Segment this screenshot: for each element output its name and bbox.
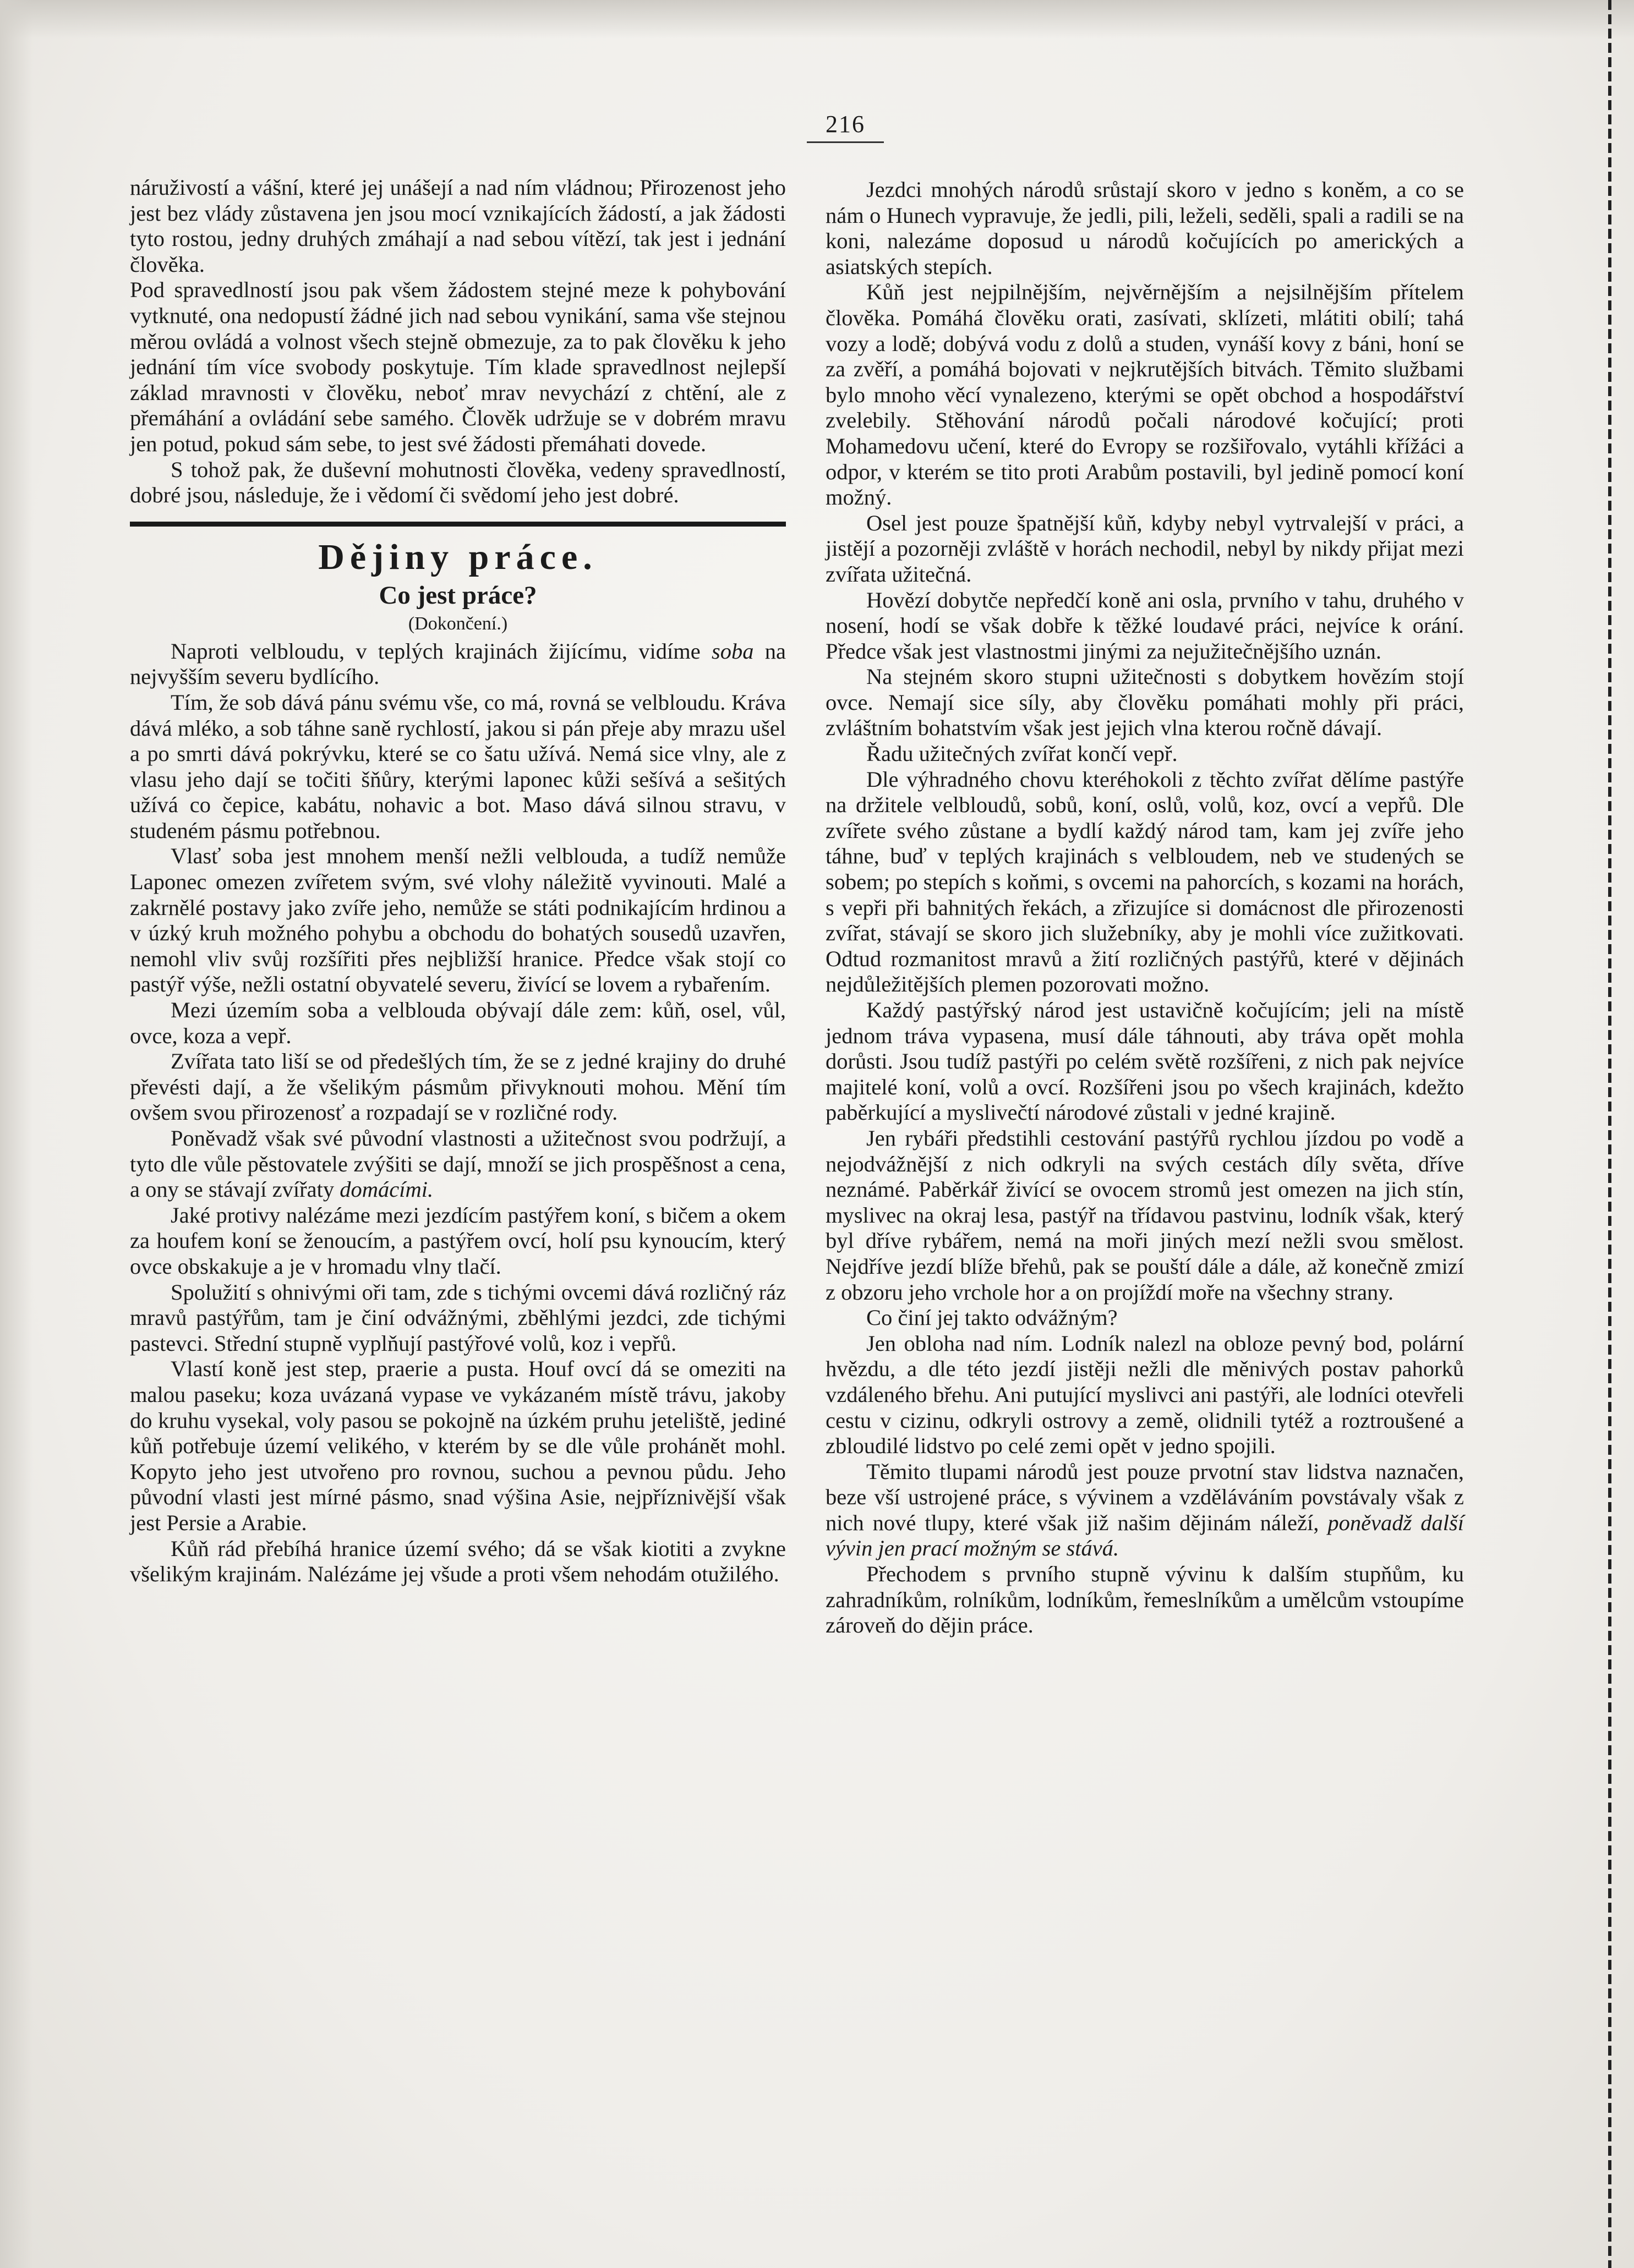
right-column	[826, 177, 1464, 1639]
text-run: Naproti velbloudu, v teplých krajinách žijícímu, vidíme	[171, 638, 712, 664]
text-run: Těmito tlupami národů jest pouze prvotní stav lidstva naznačen, beze vší ustrojené práce, s vývinem a vzděláváním povstávaly však z nich nové tlupy, které však již našim dějinám náleží,	[826, 1459, 1464, 1535]
paragraph: Řadu užitečných zvířat končí vepř.	[866, 741, 1178, 766]
paragraph: náruživostí a vášní, které jej unášejí a nad ním vládnou; Přirozenost jeho jest bez vlády zůstavena jen jsou mocí vznikajících žádostí, a jak žádosti tyto rostou, jedny druhých zmáhají a nad sebou vítězí, tak jest i jednání člověka.	[130, 175, 786, 277]
paragraph: Spolužití s ohnivými oři tam, zde s tichými ovcemi dává rozličný ráz mravů pastýřům, tam je činí odvážnými, zběhlými jezdci, zde tichými pastevci. Střední stupně vyplňují pastýřové volů, koz i vepřů.	[130, 1279, 786, 1356]
paragraph	[130, 639, 786, 690]
paragraph: Tím, že sob dává pánu svému vše, co má, rovná se velbloudu. Kráva dává mléko, a sob táhne saně rychlostí, jakou si pán přeje aby mrazu ušel a po smrti dává pokrývku, které se co šatu užívá. Nemá sice vlny, ale z vlasu jeho dají se točiti šňůry, kterými laponec kůži sešívá a sešitých užívá co čepice, kabátu, nohavic a bot. Maso dává silnou stravu, v studeném pásmu potřebnou.	[130, 689, 786, 843]
emphasis: soba	[712, 638, 754, 664]
paragraph: Pod spravedlností jsou pak všem žádostem stejné meze k pohybování vytknuté, ona nedopustí žádné jich nad sebou vynikání, sama vše stejnou měrou ovládá a volnost všech stejně obmezuje, za to pak člověku k jeho jednání tím více svobody poskytuje. Tím klade spravedlnost nejlepší základ mravnosti v člověku, neboť mrav nevychází z chtění, ale z přemáhání a ovládání sebe samého. Člověk udržuje se v dobrém mravu jen potud, pokud sám sebe, to jest své žádosti přemáhati dovede.	[130, 277, 786, 456]
scan-shadow-top	[0, 0, 1634, 39]
paragraph: Přechodem s prvního stupně vývinu k dalším stupňům, ku zahradníkům, rolníkům, lodníkům, řemeslníkům a umělcům vstoupíme zároveň do dějin práce.	[826, 1562, 1464, 1638]
text-run: na nejvyšším severu bydlícího.	[130, 638, 786, 689]
section-subtitle: Co jest práce?	[379, 580, 537, 610]
page-binding-edge	[1608, 0, 1611, 2268]
paragraph	[130, 1126, 786, 1203]
emphasis: poněvadž další vývin jen prací možným se stává.	[826, 1510, 1464, 1561]
paragraph: Zvířata tato liší se od předešlých tím, že se z jedné krajiny do druhé převésti dají, a že všelikým pásmům přivyknouti mohou. Mění tím ovšem svou přirozenosť a rozpadají se v rozličné rody.	[130, 1049, 786, 1125]
paragraph: S tohož pak, že duševní mohutnosti člověka, vedeny spravedlností, dobré jsou, následuje, že i vědomí či svědomí jeho jest dobré.	[130, 457, 786, 508]
paragraph: Osel jest pouze špatnější kůň, kdyby nebyl vytrvalejší v práci, a jistějí a pozorněji zvláště v horách nechodil, nebyl by nikdy přijat mezi zvířata užitečná.	[826, 510, 1464, 587]
section-title: Dějiny práce.	[318, 536, 598, 577]
paragraph: Vlasť soba jest mnohem menší nežli velblouda, a tudíž nemůže Laponec omezen zvířetem svým, své vlohy náležitě vyvinouti. Malé a zakrnělé postavy jako zvíře jeho, nemůže se státi podnikajícím hrdinou a v úzký kruh možného pohybu a obchodu do bohatých sousedů uzavřen, nemohl vliv svůj rozšířiti přes nejbližší hranice. Předce však stojí co pastýř výše, nežli ostatní obyvatelé severu, živící se lovem a rybařením.	[130, 843, 786, 997]
text-run: Poněvadž však své původní vlastnosti a užitečnost svou podržují, a tyto dle vůle pěstovatele zvýšiti se dají, množí se jich prospěšnost a cena, a ony se stávají zvířaty	[130, 1126, 786, 1202]
continuation-note: (Dokončení.)	[408, 613, 508, 634]
paragraph: Vlastí koně jest step, praerie a pusta. Houf ovcí dá se omeziti na malou paseku; koza uvázaná vypase ve vykázaném místě trávu, jakoby do kruhu vysekal, voly pasou se pokojně na úzkém pruhu jeteliště, jediné kůň potřebuje území velikého, v kterém by se dle vůle prohánět mohl. Kopyto jeho jest utvořeno pro rovnou, suchou a pevnou půdu. Jeho původní vlasti jest mírné pásmo, snad výšina Asie, nejpříznivější však jest Persie a Arabie.	[130, 1356, 786, 1535]
paragraph: Jezdci mnohých národů srůstají skoro v jedno s koněm, a co se nám o Hunech vypravuje, že jedli, pili, leželi, seděli, spali a radili se na koni, nalezáme doposud u národů kočujících po amerických a asiatských stepích.	[826, 177, 1464, 279]
paragraph: Dle výhradného chovu kteréhokoli z těchto zvířat dělíme pastýře na držitele velbloudů, sobů, koní, oslů, volů, koz, ovcí a vepřů. Dle zvířete svého zůstane a bydlí každý národ tam, kam jej zvíře jeho táhne, buď v teplých krajinách s velbloudem, neb ve studených se sobem; po stepích s koňmi, s ovcemi na pahorcích, s kozami na horách, s vepři při bahnitých řekách, a zřizujíce si domácnost dle přirozenosti zvířat, stávají se skoro jich služebníky, aby je mohli více zužitkovati. Odtud rozmanitost mravů a žití rozličných pastýřů, které v dějinách nejdůležitějších plemen pozorovati možno.	[826, 766, 1464, 997]
paragraph: Jen obloha nad ním. Lodník nalezl na obloze pevný bod, polární hvězdu, a dle této jezdí jistěji nežli dle měnivých postav pahorků vzdáleného břehu. Ani putující myslivci ani pastýři, ale lodníci otevřeli cestu v cizinu, odkryli ostrovy a země, olidnili tytéž a roztroušené a zbloudilé lidstvo po celé zemi opět v jedno spojili.	[826, 1330, 1464, 1459]
paragraph: Jaké protivy nalézáme mezi jezdícím pastýřem koní, s bičem a okem za houfem koní se ženoucím, a pastýřem ovcí, holí psu kynoucím, který ovce obskakuje a je v hromadu vlny tlačí.	[130, 1202, 786, 1279]
paragraph: Co činí jej takto odvážným?	[866, 1305, 1118, 1330]
scan-shadow-left	[0, 0, 33, 2268]
paragraph: Kůň jest nejpilnějším, nejvěrnějším a nejsilnějším přítelem člověka. Pomáhá člověku orati, zasívati, sklízeti, mlátiti obilí; tahá vozy a lodě; dobývá vodu z dolů a studen, vynáší kovy z báni, honí se za zvěří, a pomáhá bojovati v nejkrutějších bitvách. Těmito službami bylo mnoho věcí vynalezeno, kterými se opět obchod a hospodářství zvelebily. Stěhování národů počali národové kočující; proti Mohamedovu učení, které do Evropy se rozšiřovalo, vytáhli křížáci a odpor, v kterém se tito proti Arabům postavili, byl jedině pomocí koní možný.	[826, 280, 1464, 510]
left-column	[130, 175, 786, 1587]
section-divider	[130, 522, 786, 527]
paragraph	[826, 1459, 1464, 1562]
paragraph: Každý pastýřský národ jest ustavičně kočujícím; jeli na místě jednom tráva vypasena, musí dále táhnouti, aby tráva opět mohla dorůsti. Jsou tudíž pastýři po celém světě rozšířeni, z nich pak nejvíce majitelé koní, volů a ovcí. Rozšířeni jsou po všech krajinách, kdežto paběrkující a myslivečtí národové zůstali v jedné krajině.	[826, 998, 1464, 1125]
emphasis: domácími.	[340, 1177, 434, 1202]
paragraph: Hovězí dobytče nepředčí koně ani osla, prvního v tahu, druhého v nosení, hodí se však dobře k těžké loudavé práci, nejvíce k orání. Předce však jest vlastnostmi jinými za nejužitečnějšího uznán.	[826, 587, 1464, 664]
paragraph: Kůň rád přebíhá hranice území svého; dá se však kiotiti a zvykne všelikým krajinám. Nalézáme jej všude a proti všem nehodám otužilého.	[130, 1536, 786, 1587]
page-number: 216	[807, 110, 884, 143]
paragraph: Jen rybáři předstihli cestování pastýřů rychlou jízdou po vodě a nejodvážnější z nich odkryli na svých cestách díly světa, dříve neznámé. Paběrkář živící se ovocem stromů jest omezen na jich stín, myslivec na okraj lesa, pastýř na třídavou pastvinu, lodník však, který byl dříve rybářem, nemá na moři jiných mezí nežli svou smělost. Nejdříve jezdí blíže břehů, pak se pouští dále a dále, až konečně zmizí z obzoru jeho vrchole hor a on projíždí moře na všechny strany.	[826, 1125, 1464, 1305]
paragraph: Na stejném skoro stupni užitečnosti s dobytkem hovězím stojí ovce. Nemají sice síly, aby člověku pomáhati mohly při práci, zvláštním bohatstvím však jest jejich vlna kterou ročně dávají.	[826, 664, 1464, 741]
paragraph: Mezi územím soba a velblouda obývají dále zem: kůň, osel, vůl, ovce, koza a vepř.	[130, 998, 786, 1048]
